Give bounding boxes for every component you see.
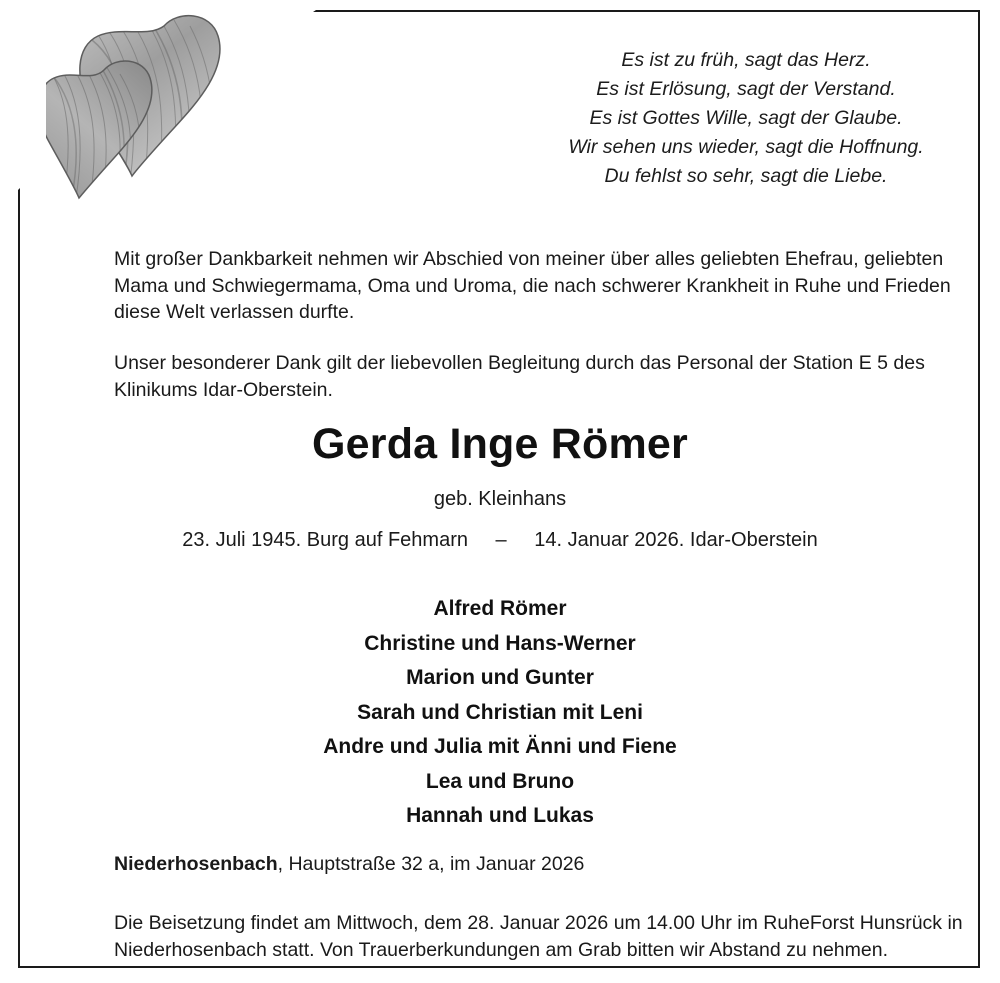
funeral-details: Die Beisetzung findet am Mittwoch, dem 28. Januar 2026 um 14.00 Uhr im RuheForst Hunsrück in Niederhosenbach statt. Von Trauerberkundungen am Grab bitten wir Abstand zu nehmen. xyxy=(114,912,963,961)
list-item: Alfred Römer xyxy=(433,597,567,620)
two-hearts-icon xyxy=(46,10,296,200)
address-town: Niederhosenbach xyxy=(114,853,278,875)
deceased-maiden-name: geb. Kleinhans xyxy=(433,488,567,510)
list-item: Andre und Julia mit Änni und Fiene xyxy=(323,735,677,758)
list-item: Hannah und Lukas xyxy=(406,804,594,827)
body-paragraph-1: Mit großer Dankbarkeit nehmen wir Abschied von meiner über alles geliebten Ehefrau, geliebten Mama und Schwiegermama, Oma und Uroma, die nach schwerer Krankheit in Ruhe und Frieden diese Welt verlassen durfte. xyxy=(114,248,951,323)
poem-line-4: Wir sehen uns wieder, sagt die Hoffnung. xyxy=(568,136,924,158)
mourners-list xyxy=(46,592,954,834)
date-separator: – xyxy=(495,529,507,551)
list-item: Lea und Bruno xyxy=(425,769,575,793)
body-paragraph-2: Unser besonderer Dank gilt der liebevollen Begleitung durch das Personal der Station E 5 des Klinikums Idar-Oberstein. xyxy=(114,352,925,401)
address-line xyxy=(114,853,584,876)
life-dates xyxy=(46,529,954,552)
notice-content xyxy=(46,10,963,968)
poem-line-3: Es ist Gottes Wille, sagt der Glaube. xyxy=(589,107,903,129)
poem-line-1: Es ist zu früh, sagt das Herz. xyxy=(621,49,871,71)
poem-line-5: Du fehlst so sehr, sagt die Liebe. xyxy=(604,165,888,187)
deceased-name: Gerda Inge Römer xyxy=(312,420,688,468)
birth-date: 23. Juli 1945. Burg auf Fehmarn xyxy=(182,529,468,551)
death-date: 14. Januar 2026. Idar-Oberstein xyxy=(534,529,818,551)
list-item: Marion und Gunter xyxy=(406,666,594,689)
list-item: Christine und Hans-Werner xyxy=(364,631,636,655)
list-item: Sarah und Christian mit Leni xyxy=(357,700,643,724)
address-details: , Hauptstraße 32 a, im Januar 2026 xyxy=(277,853,585,875)
poem-line-2: Es ist Erlösung, sagt der Verstand. xyxy=(596,78,896,100)
poem-block xyxy=(506,46,986,191)
